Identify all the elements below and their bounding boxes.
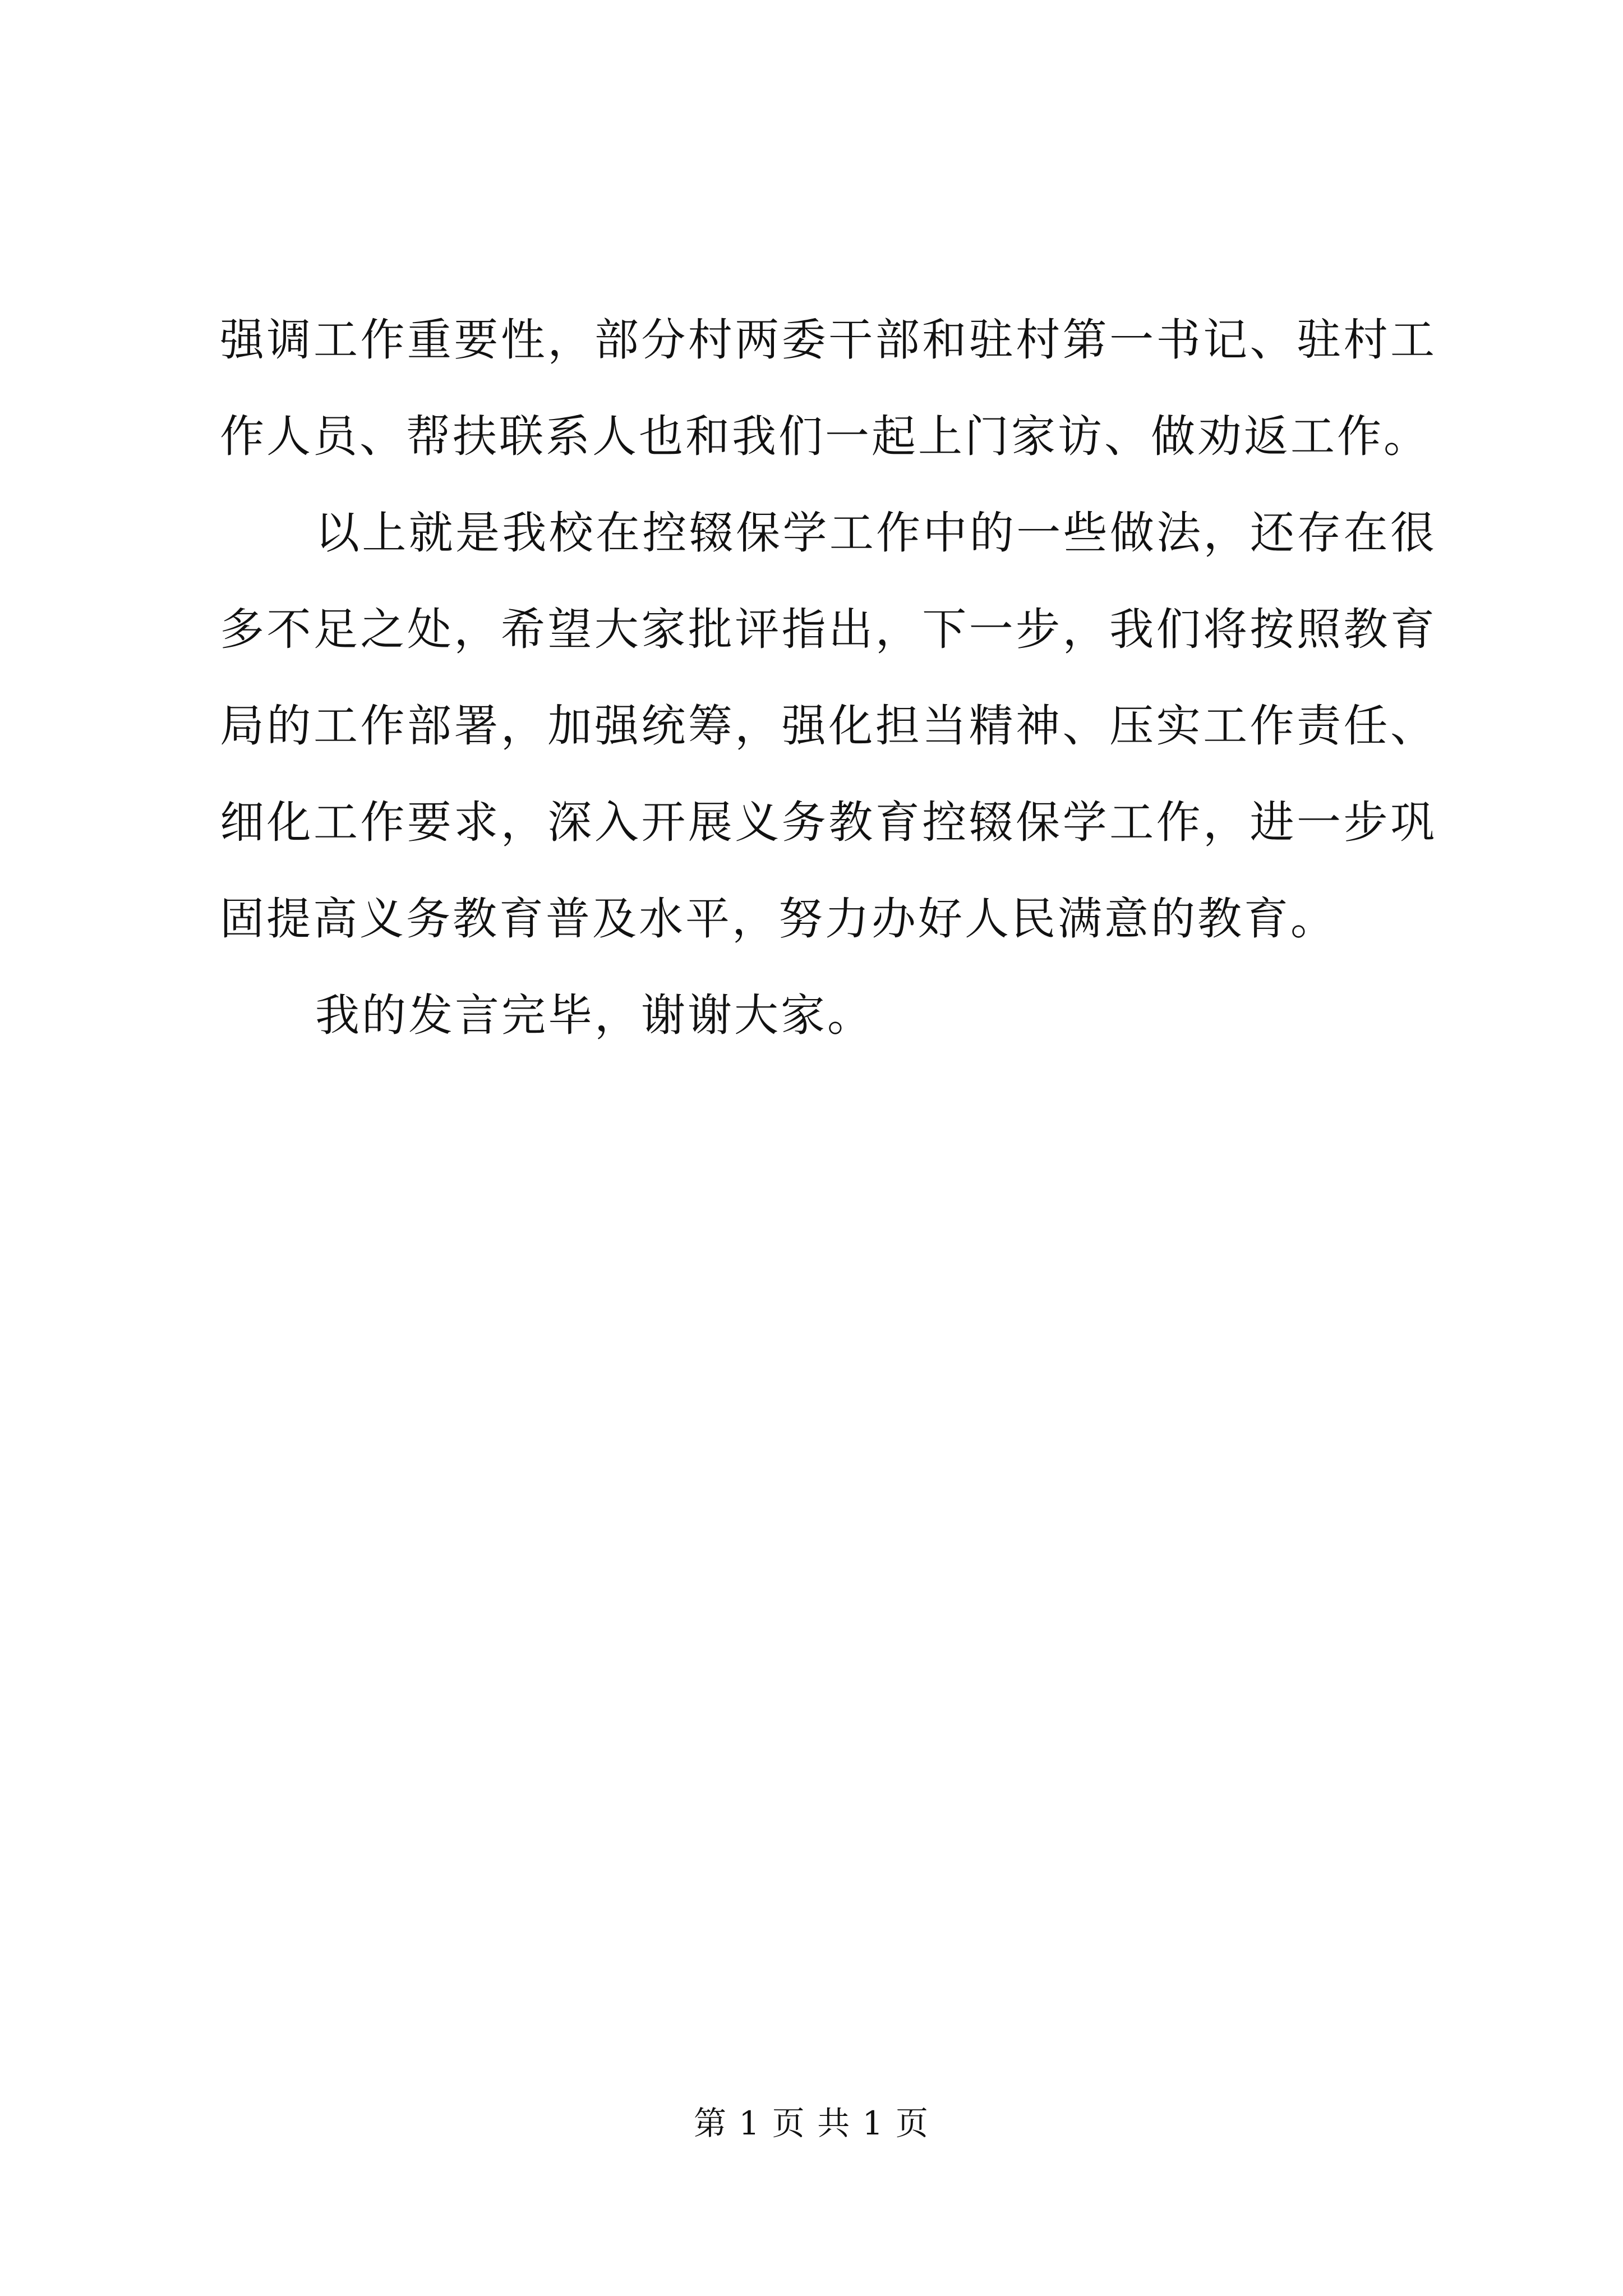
paragraph-3: 我的发言完毕，谢谢大家。 [315,990,874,1041]
document-body [220,292,1437,1064]
page-footer: 第 1 页 共 1 页 [694,2104,929,2142]
paragraph-2: 以上就是我校在控辍保学工作中的一些做法，还存在很多不足之处，希望大家批评指出，下一步，我们将按照教育局的工作部署，加强统筹，强化担当精神、压实工作责任、细化工作要求，深入开展义务教育控辍保学工作，进一步巩固提高义务教育普及水平，努力办好人民满意的教育。 [220,507,1437,945]
paragraph-1: 强调工作重要性，部分村两委干部和驻村第一书记、驻村工作人员、帮扶联系人也和我们一起上门家访、做劝返工作。 [220,314,1437,462]
